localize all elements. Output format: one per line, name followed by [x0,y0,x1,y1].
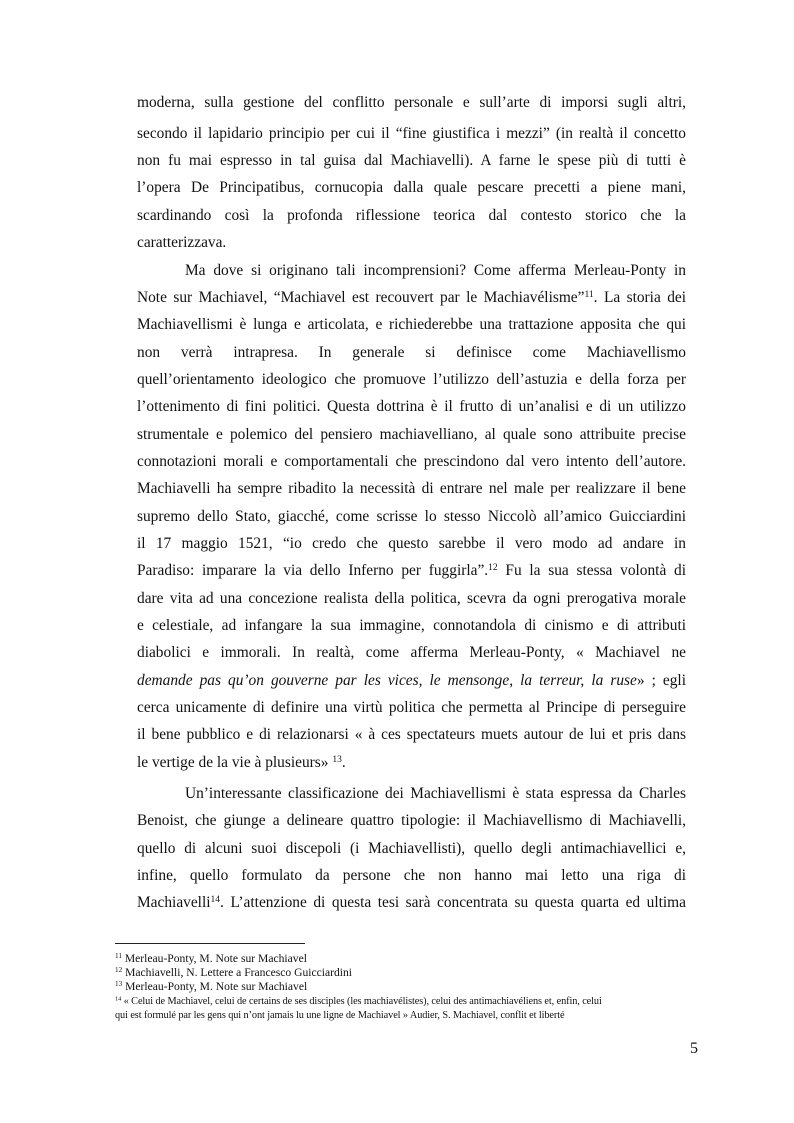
body-line: Ma dove si originano tali incomprensioni? Come afferma Merleau-Ponty in [185,262,686,279]
footnote-ref: 13 [332,753,342,765]
body-line: moderna, sulla gestione del conflitto personale e sull’arte di imporsi sugli altri, [137,94,686,111]
body-line: infine, quello formulato da persone che non hanno mai letto una riga di [137,867,686,884]
body-line: supremo dello Stato, giacché, come scrisse lo stesso Niccolò all’amico Guicciardini [137,508,686,525]
body-line: caratterizzava. [137,234,227,251]
body-line: non verrà intrapresa. In generale si definisce come Machiavellismo [137,344,686,361]
body-line: cerca unicamente di definire una virtù politica che permetta al Principe di perseguire [137,699,686,716]
body-line: Un’interessante classificazione dei Machiavellismi è stata espressa da Charles [185,785,686,802]
body-line: quello di alcuni suoi discepoli (i Machiavellisti), quello degli antimachiavellici e, [137,840,686,857]
body-line: l’opera De Principatibus, cornucopia dalla quale pescare precetti a piene mani, [137,179,686,196]
body-line: Machiavelli ha sempre ribadito la necessità di entrare nel male per realizzare il bene [137,480,686,497]
body-line: diabolici e immorali. In realtà, come afferma Merleau-Ponty, « Machiavel ne [137,644,686,661]
footnote: qui est formulé par les gens qui n’ont jamais lu une ligne de Machiavel » Audier, S. Machiavel, conflit et liberté [115,1010,565,1021]
body-line: Benoist, che giunge a delineare quattro tipologie: il Machiavellismo di Machiavelli, [137,812,686,829]
footnote-ref: 11 [584,288,594,300]
footnote-ref: 12 [488,561,498,573]
body-line: le vertige de la vie à plusieurs» $^{13}$. [137,753,346,771]
body-line: il 17 maggio 1521, “io credo che questo sarebbe il vero modo ad andare in [137,535,686,552]
body-line: non fu mai espresso in tal guisa dal Machiavelli). A farne le spese più di tutti è [137,152,686,169]
footnote: $^{12}$ Machiavelli, N. Lettere a Francesco Guicciardini [115,966,353,979]
body-line: Machiavellismi è lunga e articolata, e richiederebbe una trattazione apposita che qui [137,316,686,333]
italic-quote: demande pas qu’on gouverne par les vices, le mensonge, la terreur, la ruse [137,672,637,689]
body-line: strumentale e polemico del pensiero machiavelliano, al quale sono attribuite precise [137,426,686,443]
body-line: Paradiso: imparare la via dello Inferno per fuggirla”.$^{12}$ Fu la sua stessa volontà di [137,561,686,579]
body-line: il bene pubblico e di relazionarsi « à ces spectateurs muets autour de lui et pris dans [137,726,686,743]
body-line: scardinando così la profonda riflessione teorica dal contesto storico che la [137,207,686,224]
body-line: l’ottenimento di fini politici. Questa dottrina è il frutto di un’analisi e di un utilizzo [137,398,686,415]
body-line: secondo il lapidario principio per cui il “fine giustifica i mezzi” (in realtà il concetto [137,125,686,142]
footnote: $^{11}$ Merleau-Ponty, M. Note sur Machiavel [115,952,307,965]
body-line: Note sur Machiavel, “Machiavel est recouvert par le Machiavélisme”$^{11}$. La storia dei [137,288,687,306]
page-number: 5 [690,1040,698,1057]
footnote-separator [115,943,305,944]
body-line: e celestiale, ad infangare la sua immagine, connotandola di cinismo e di attributi [137,617,686,634]
footnote-ref: 14 [210,893,221,905]
footnote: $^{14}$ « Celui de Machiavel, celui de certains de ses disciples (les machiavélistes), celui des antimachiavéliens et, enfin, celui [115,995,602,1007]
body-line: quell’orientamento ideologico che promuove l’utilizzo dell’astuzia e della forza per [137,371,686,388]
body-line: Machiavelli$^{14}$. L’attenzione di questa tesi sarà concentrata su questa quarta ed ultima [137,893,686,911]
body-line: connotazioni morali e comportamentali che prescindono dal vero intento dell’autore. [137,453,686,470]
body-line: demande pas qu’on gouverne par les vices, le mensonge, la terreur, la ruse» ; egli [137,672,686,689]
body-line: dare vita ad una concezione realista della politica, scevra da ogni prerogativa morale [137,590,686,607]
footnote: $^{13}$ Merleau-Ponty, M. Note sur Machiavel [115,980,308,993]
